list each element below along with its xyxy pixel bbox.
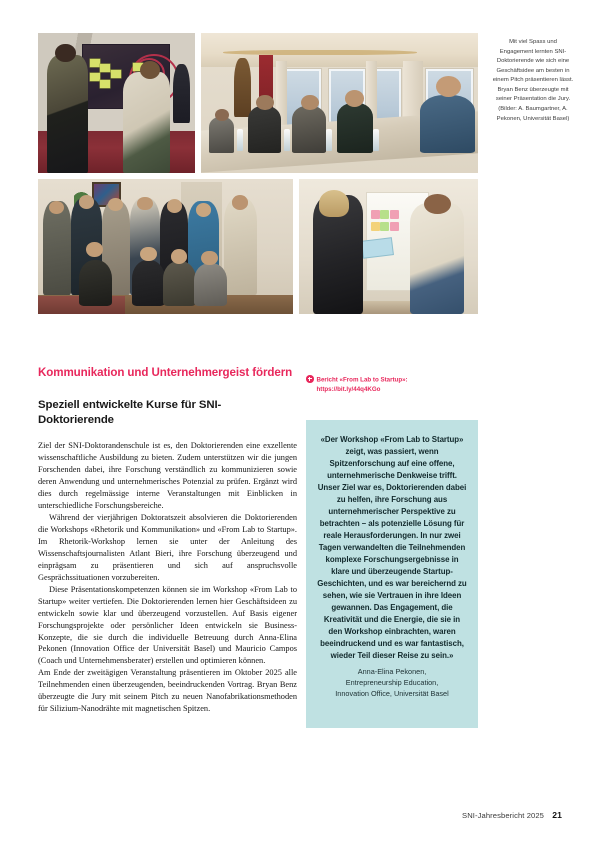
plus-circle-icon (306, 375, 314, 383)
photo-row-bottom (38, 179, 478, 314)
person-right (123, 72, 170, 173)
photo-caption: Mit viel Spass und Engagement lernten SNI-Doktorierende wie sich eine Geschäftsidee am besten in einem Pitch präsentieren lässt. Bryan Benz überzeugte mit seiner Präsentation die Jury. (Bilder: A. Baumgartner, A. Pekonen, Universität Basel) (492, 39, 574, 122)
attribution-name: Anna-Elina Pekonen, (357, 667, 427, 677)
body-paragraph: Diese Präsentationskompetenzen können sie im Workshop «From Lab to Startup» weiter vertiefen. Die Doktorierenden lernen hier Geschäftsideen zu entwickeln sowie klar und überzeugend vorzustellen. Auf Basis eigener Forschungsprojekte oder persönlicher Ideen entwickeln sie Business-Konzepte, die sie durch die individuelle Betreuung durch Anna-Elina Pekonen (Innovation Office der Universität Basel) und Mauricio Campos (Coach und Unternehmensberater) erstellen und optimieren können. (38, 584, 297, 666)
background-person (173, 64, 190, 123)
page-title: Speziell entwickelte Kurse für SNI-Doktorierende (38, 399, 222, 426)
report-link-url[interactable]: https://bit.ly/44q4KGo (316, 385, 381, 393)
page-footer (462, 810, 562, 820)
footer-source: SNI-Jahresbericht 2025 (462, 811, 545, 820)
grandfather-clock (234, 58, 251, 117)
report-link[interactable] (306, 375, 486, 394)
body-paragraph: Am Ende der zweitägigen Veranstaltung präsentieren im Oktober 2025 alle Teilnehmenden einen überzeugenden, beeindruckenden Vortrag. Bryan Benz überzeugte die Jury mit seinem Pitch zu neuen Nanofabrikationsmethoden für Silizium-Nanodrähte mit magnetischen Spitzen. (38, 668, 297, 714)
pull-quote-attribution (317, 667, 467, 699)
workshop-pinboard-photo (38, 33, 195, 173)
group-portrait-photo (38, 179, 293, 314)
person-left (47, 55, 88, 173)
seminar-room-photo (201, 33, 478, 173)
pull-quote-text: «Der Workshop «From Lab to Startup» zeigt, was passiert, wenn Spitzenforschung auf eine offene, unternehmerische Denkweise trifft. Unser Ziel war es, Doktorierenden dabei zu helfen, ihre Forschung aus unternehmerischer Perspektive zu betrachten – als potenzielle Lösung für reale Herausforderungen. In nur zwei Tagen verwandelten die Teilnehmenden komplexe Forschungsergebnisse in klare und überzeugende Startup-Geschichten, und es war bereichernd zu sehen, wie sie Vertrauen in ihre Ideen gewannen. Das Engagement, die Kreativität und die Energie, die sie in den Workshop einbrachten, waren beeindruckend und es war fantastisch, wieder Teil dieser Reise zu sein.» (317, 435, 467, 661)
pull-quote-box (306, 420, 478, 728)
person-left-head (55, 44, 75, 62)
body-paragraph: Ziel der SNI-Doktorandenschule ist es, den Doktorierenden eine exzellente wissenschaftliche Ausbildung zu bieten. Zudem unterstützen wir die jungen Forschenden dabei, ihre Forschung verständlich zu kommunizieren sowie deren Anwendung und unternehmerisches Potenzial zu prüfen. Ergänzt wird dies durch regelmässige interne Veranstaltungen mit Einblicken in unterschiedliche Forschungsbereiche. (38, 441, 297, 510)
person-left-hair (319, 190, 349, 217)
attribution-org: Innovation Office, Universität Basel (335, 688, 449, 698)
article-body (38, 440, 297, 715)
person-right-head (424, 194, 451, 214)
photo-row-top (38, 33, 478, 173)
handout-card (363, 238, 393, 258)
body-paragraph: Während der vierjährigen Doktoratszeit absolvieren die Doktorierenden die Workshops «Rhetorik und Kommunikation» und «From Lab to Startup». Im Rhetorik-Workshop lernen sie unter der Anleitung des Wissenschaftsjournalisten Atlant Bieri, ihre Forschung überzeugend und einprägsam zu präsentieren und sich auf anspruchsvolle Gesprächssituationen vorzubereiten. (38, 512, 297, 582)
person-right (410, 203, 464, 314)
flipchart-discussion-photo (299, 179, 478, 314)
article-kicker: Kommunikation und Unternehmergeist fördern (38, 366, 293, 379)
page-number: 21 (552, 810, 562, 820)
attribution-role: Entrepreneurship Education, (345, 678, 439, 688)
report-link-label: Bericht «From Lab to Startup»: (316, 376, 408, 384)
photo-grid (38, 33, 478, 314)
